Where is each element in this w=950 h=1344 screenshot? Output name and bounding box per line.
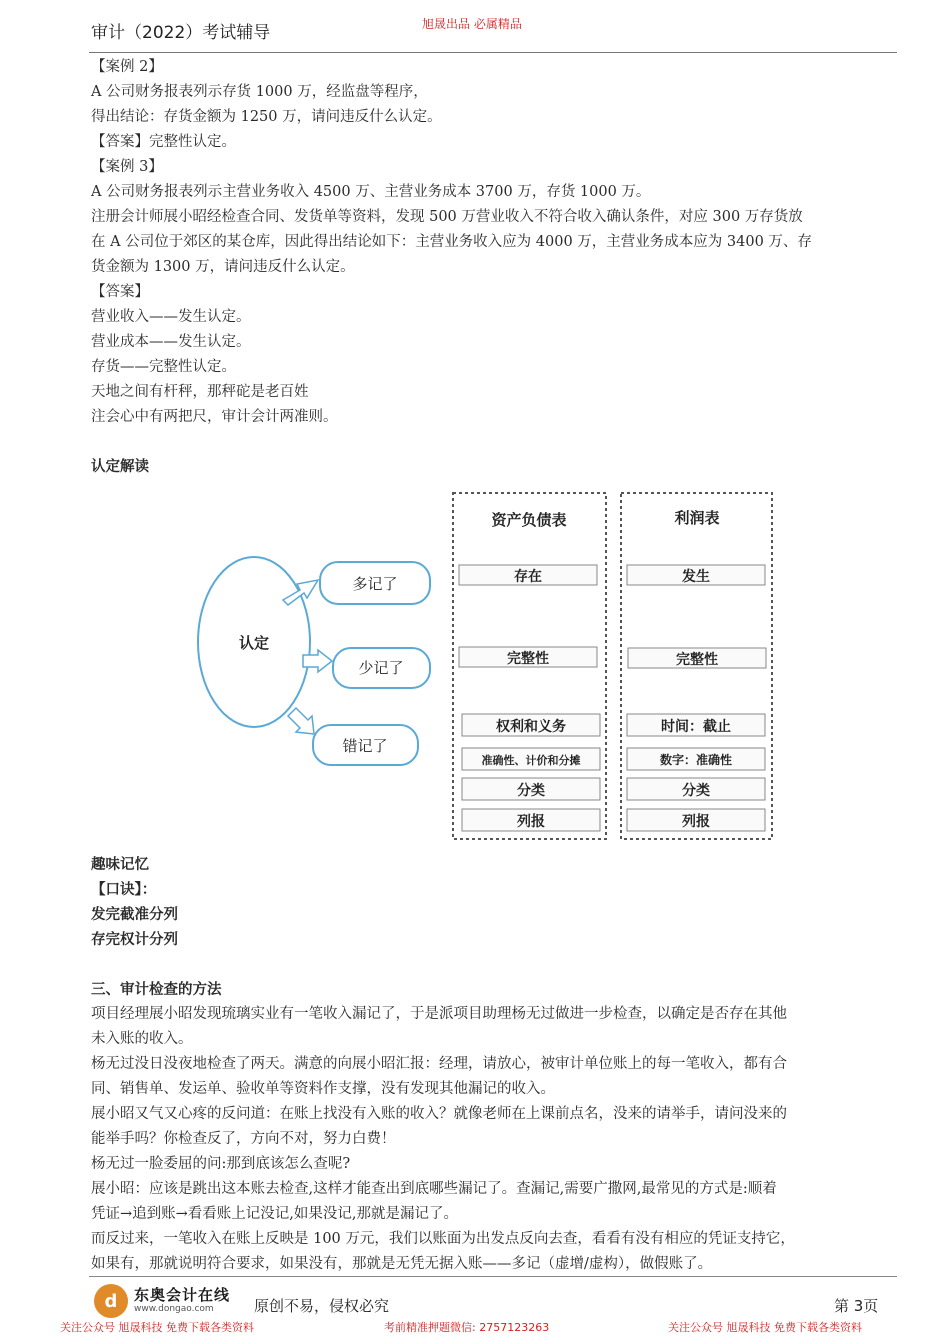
section3-line: 展小昭又气又心疼的反问道：在账上找没有入账的收入？就像老师在上课前点名，没来的请举手，请问没来的 (91, 1106, 787, 1122)
body-line: 得出结论：存货金额为 1250 万，请问违反什么认定。 (91, 109, 442, 125)
logo-url: www.dongao.com (134, 1304, 214, 1314)
section3-line: 杨无过没日没夜地检查了两天。满意的向展小昭汇报：经理，请放心，被审计单位账上的每一笔收入，都有合 (91, 1056, 787, 1072)
body-line: 货金额为 1300 万，请问违反什么认定。 (91, 259, 355, 275)
balance-item-label: 列报 (517, 814, 545, 830)
balance-item-label: 权利和义务 (496, 719, 566, 735)
footer-watermark-right: 关注公众号 旭晟科技 免费下载各类资料 (668, 1321, 862, 1334)
footer-watermark-left: 关注公众号 旭晟科技 免费下载各类资料 (60, 1321, 254, 1334)
branch-label: 多记了 (352, 575, 398, 593)
body-line: A 公司财务报表列示主营业务收入 4500 万、主营业务成本 3700 万，存货 1000 万。 (91, 184, 651, 200)
branch-label: 少记了 (358, 659, 404, 677)
memory-label: 【口诀】： (91, 882, 157, 898)
section3-title: 三、审计检查的方法 (91, 982, 222, 998)
body-line: 【答案】 (91, 284, 149, 300)
income-statement-title: 利润表 (674, 509, 720, 527)
body-line: 存货——完整性认定。 (91, 359, 236, 375)
body-line: 注会心中有两把尺，审计会计两准则。 (91, 409, 338, 425)
logo-icon: d (94, 1284, 128, 1318)
section3-line: 能举手吗？你检查反了，方向不对，努力白费！ (91, 1131, 396, 1147)
section3-line: 同、销售单、发运单、验收单等资料作支撑，没有发现其他漏记的收入。 (91, 1081, 555, 1097)
income-item-label: 分类 (682, 783, 710, 799)
income-item-label: 发生 (682, 569, 710, 585)
memory-line: 存完权计分列 (91, 932, 178, 948)
income-item-label: 数字：准确性 (659, 753, 733, 767)
header-watermark: 旭晟出品 必属精品 (422, 17, 522, 31)
header-title: 审计（2022）考试辅导 (91, 23, 271, 43)
balance-item-label: 存在 (514, 569, 542, 585)
section3-line: 展小昭：应该是跳出这本账去检查,这样才能查出到底哪些漏记了。查漏记,需要广撒网,最常见的方式是:顺着 (91, 1181, 777, 1197)
section3-line: 如果有，那就说明符合要求，如果没有，那就是无凭无据入账——多记（虚增/虚构），做假账了。 (91, 1256, 713, 1272)
footer-slogan: 原创不易，侵权必究 (254, 1297, 390, 1315)
center-label: 认定 (238, 634, 270, 652)
branch-label: 错记了 (342, 737, 388, 755)
income-item-label: 列报 (682, 814, 710, 830)
section3-line: 而反过来，一笔收入在账上反映是 100 万元，我们以账面为出发点反向去查，看看有没有相应的凭证支持它， (91, 1231, 795, 1247)
section-heading-interpret: 认定解读 (91, 459, 149, 475)
section3-line: 项目经理展小昭发现琉璃实业有一笔收入漏记了，于是派项目助理杨无过做进一步检查，以确定是否存在其他 (91, 1006, 787, 1022)
footer-watermark-center: 考前精准押题微信: 2757123263 (384, 1321, 550, 1334)
balance-item-label: 分类 (517, 783, 545, 799)
body-line: 在 A 公司位于郊区的某仓库，因此得出结论如下：主营业务收入应为 4000 万，主营业务成本应为 3400 万、存 (91, 234, 812, 250)
section3-line: 未入账的收入。 (91, 1031, 193, 1047)
memory-title: 趣味记忆 (91, 857, 149, 873)
body-line: 注册会计师展小昭经检查合同、发货单等资料，发现 500 万营业收入不符合收入确认条件，对应 300 万存货放 (91, 209, 803, 225)
body-line: A 公司财务报表列示存货 1000 万，经监盘等程序， (91, 84, 428, 100)
balance-item-label: 完整性 (507, 651, 549, 667)
income-item-label: 时间：截止 (661, 719, 731, 735)
body-line: 【答案】完整性认定。 (91, 134, 236, 150)
section3-line: 凭证→追到账→看看账上记没记,如果没记,那就是漏记了。 (91, 1206, 459, 1222)
section3-line: 杨无过一脸委屈的问:那到底该怎么查呢? (91, 1156, 351, 1172)
page-number: 第 3页 (834, 1297, 879, 1315)
balance-sheet-title: 资产负债表 (491, 511, 567, 529)
footer-divider (89, 1276, 897, 1277)
logo-name: 东奥会计在线 (134, 1286, 231, 1304)
memory-line: 发完截准分列 (91, 907, 178, 923)
body-line: 营业收入——发生认定。 (91, 309, 251, 325)
body-line: 【案例 3】 (91, 159, 163, 175)
body-line: 【案例 2】 (91, 59, 163, 75)
income-item-label: 完整性 (676, 652, 718, 668)
body-line: 营业成本——发生认定。 (91, 334, 251, 350)
balance-item-label: 准确性、计价和分摊 (481, 754, 581, 767)
body-line: 天地之间有杆秤，那秤砣是老百姓 (91, 384, 309, 400)
